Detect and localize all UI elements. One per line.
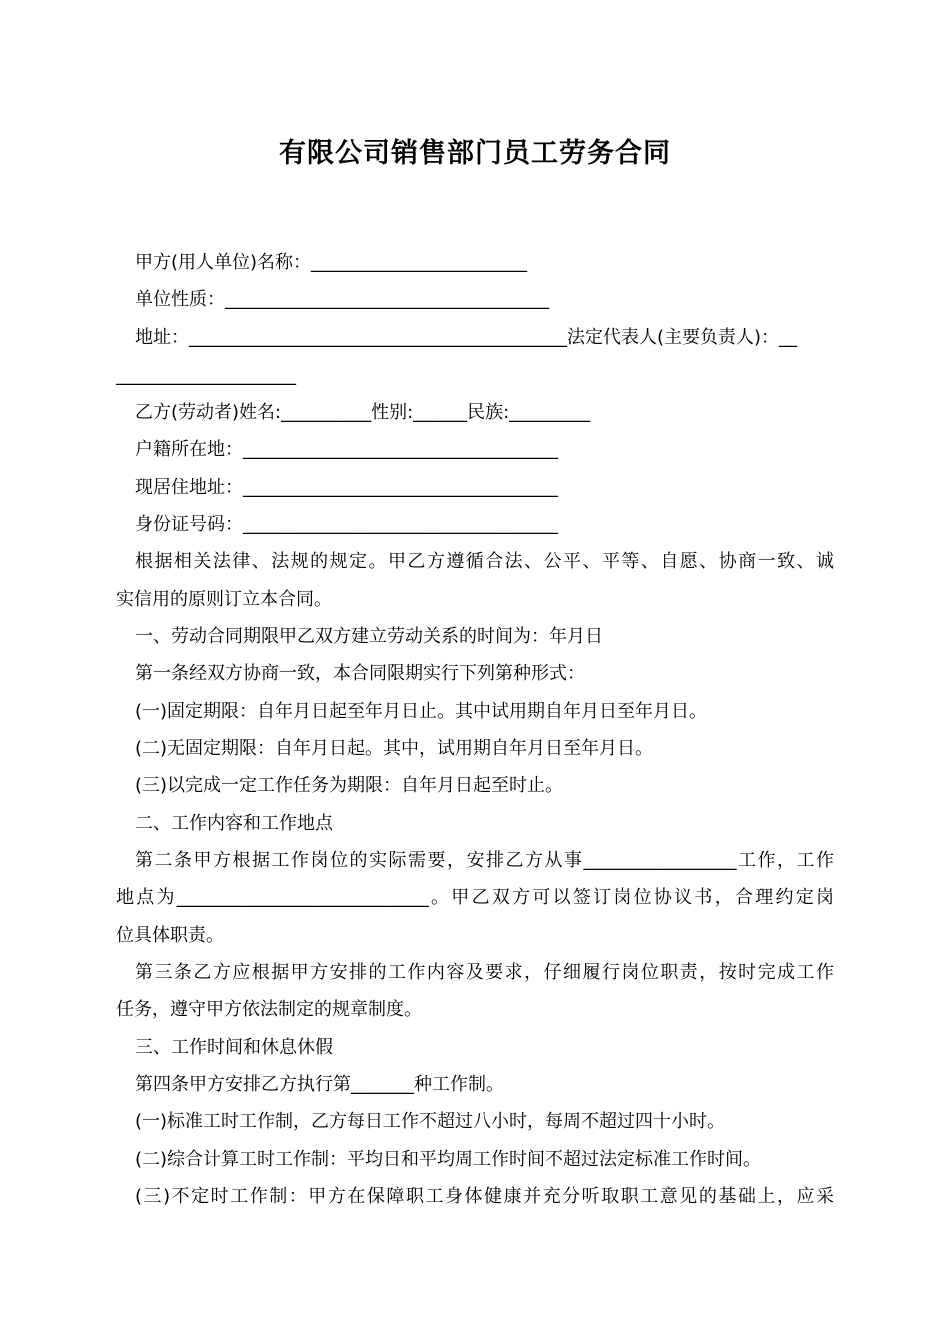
party-b-info-line: 乙方(劳动者)姓名:__________性别:______民族:_________ xyxy=(135,402,591,423)
address-line: 地址：__________________________________________法定代表人(主要负责人)：__ xyxy=(135,327,798,348)
address-line-continued: ____________________ xyxy=(116,365,296,386)
section-2-heading: 二、工作内容和工作地点 xyxy=(135,813,333,834)
article-2-line-1: 第二条甲方根据工作岗位的实际需要，安排乙方从事_________________工作，工作 xyxy=(135,850,834,871)
unit-nature-line: 单位性质：____________________________________ xyxy=(135,289,549,310)
article-2-line-2: 地点为____________________________。甲乙双方可以签订岗位协议书，合理约定岗 xyxy=(116,887,834,908)
article-4-item-1: (一)标准工时工作制，乙方每日工作不超过八小时，每周不超过四十小时。 xyxy=(135,1111,726,1132)
section-1-heading: 一、劳动合同期限甲乙双方建立劳动关系的时间为：年月日 xyxy=(135,626,603,647)
article-1-text: 第一条经双方协商一致，本合同限期实行下列第种形式： xyxy=(135,663,585,684)
id-number-line: 身份证号码：___________________________________ xyxy=(135,514,558,535)
preamble-line-2: 实信用的原则订立本合同。 xyxy=(116,589,332,610)
current-address-line: 现居住地址：___________________________________ xyxy=(135,477,558,498)
article-4-item-3: (三)不定时工作制：甲方在保障职工身体健康并充分听取职工意见的基础上，应采 xyxy=(135,1186,834,1207)
article-3-line-1: 第三条乙方应根据甲方安排的工作内容及要求，仔细履行岗位职责，按时完成工作 xyxy=(135,962,834,983)
article-3-line-2: 任务，遵守甲方依法制定的规章制度。 xyxy=(116,999,422,1020)
article-1-item-1: (一)固定期限：自年月日起至年月日止。其中试用期自年月日至年月日。 xyxy=(135,701,708,722)
article-2-line-3: 位具体职责。 xyxy=(116,925,224,946)
article-1-item-2: (二)无固定期限：自年月日起。其中，试用期自年月日至年月日。 xyxy=(135,738,654,759)
article-1-item-3: (三)以完成一定工作任务为期限：自年月日起至时止。 xyxy=(135,775,564,796)
section-3-heading: 三、工作时间和休息休假 xyxy=(135,1037,333,1058)
document-title: 有限公司销售部门员工劳务合同 xyxy=(279,138,671,169)
article-4-item-2: (二)综合计算工时工作制：平均日和平均周工作时间不超过法定标准工作时间。 xyxy=(135,1149,762,1170)
household-registration-line: 户籍所在地：___________________________________ xyxy=(135,439,558,460)
party-a-name-line: 甲方(用人单位)名称：________________________ xyxy=(135,252,528,273)
article-4-text: 第四条甲方安排乙方执行第_______种工作制。 xyxy=(135,1074,504,1095)
preamble-line-1: 根据相关法律、法规的规定。甲乙方遵循合法、公平、平等、自愿、协商一致、诚 xyxy=(135,551,834,572)
